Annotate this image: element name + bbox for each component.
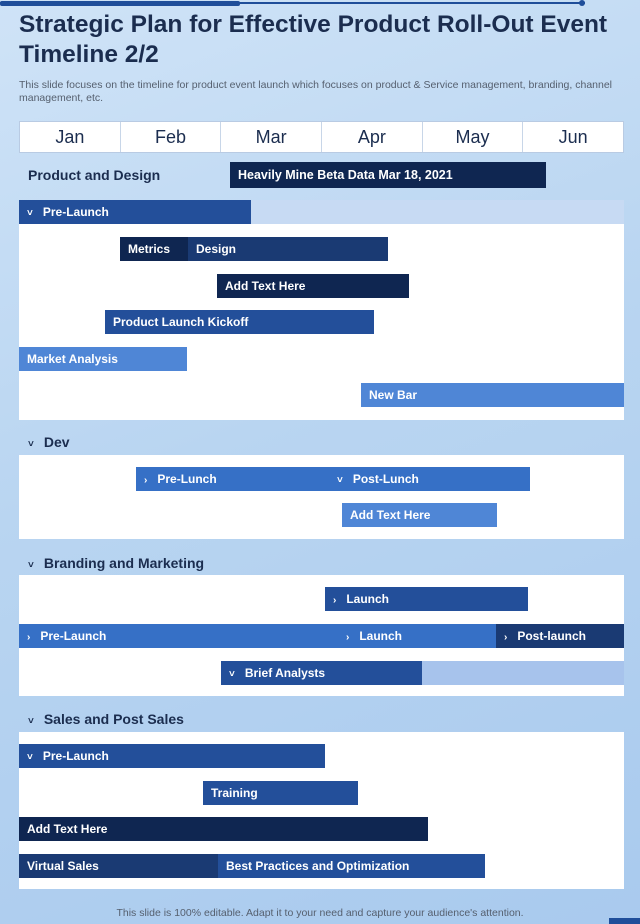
page-title: Strategic Plan for Effective Product Roll-Out Event Timeline 2/2 xyxy=(19,11,608,68)
chevron-down-icon: ˅ xyxy=(28,560,34,571)
chevron-down-icon: ˅ xyxy=(28,439,34,450)
month-apr: Apr xyxy=(322,122,423,152)
section-label: Sales and Post Sales xyxy=(43,711,184,727)
virtual-sales-bar[interactable]: Virtual Sales xyxy=(19,854,218,878)
branding-launch-bar[interactable] xyxy=(325,587,528,611)
bar-label: Post-Lunch xyxy=(352,472,419,486)
design-label: Design xyxy=(196,242,237,256)
chevron-right-icon: › xyxy=(144,475,148,486)
brief-extension-bar[interactable] xyxy=(421,661,624,685)
bar-label: Brief Analysts xyxy=(244,666,326,680)
brief-analysts-bar[interactable] xyxy=(221,661,422,685)
month-mar: Mar xyxy=(221,122,322,152)
section-title-product: Product and Design xyxy=(28,167,161,183)
sales-add-text-bar[interactable]: Add Text Here xyxy=(19,817,428,841)
section-title-branding xyxy=(28,555,204,571)
bar-label: Pre-Launch xyxy=(42,205,109,219)
training-bar[interactable]: Training xyxy=(203,781,358,805)
month-may: May xyxy=(423,122,524,152)
new-bar[interactable]: New Bar xyxy=(361,383,624,407)
postlaunch-bar[interactable] xyxy=(496,624,624,648)
section-title-dev xyxy=(28,434,70,450)
postlunch-label xyxy=(329,467,479,491)
chevron-down-icon: ˅ xyxy=(229,669,235,680)
month-header xyxy=(19,121,624,153)
metrics-bar[interactable]: Metrics xyxy=(120,237,188,261)
branding-launch2-label xyxy=(338,624,488,648)
bar-label: Launch xyxy=(346,592,390,606)
bar-label: Pre-Launch xyxy=(42,749,109,763)
month-jun: Jun xyxy=(558,127,588,147)
product-prelaunch-bar[interactable] xyxy=(19,200,251,224)
corner-accent xyxy=(609,918,640,924)
chevron-right-icon: › xyxy=(504,632,508,643)
bar-label: Launch xyxy=(359,629,403,643)
section-label: Dev xyxy=(43,434,70,450)
chevron-down-icon: ˅ xyxy=(27,752,33,763)
chevron-right-icon: › xyxy=(27,632,31,643)
section-title-sales xyxy=(28,711,184,727)
bar-label: Post-launch xyxy=(517,629,587,643)
chevron-right-icon: › xyxy=(333,595,337,606)
bar-label: Pre-Lunch xyxy=(157,472,217,486)
bar-label: Pre-Launch xyxy=(40,629,107,643)
sales-prelaunch-bar[interactable] xyxy=(19,744,325,768)
highlight-bar[interactable]: Heavily Mine Beta Data Mar 18, 2021 xyxy=(230,162,546,188)
top-accent-line xyxy=(0,2,585,4)
chevron-down-icon: ˅ xyxy=(27,208,33,219)
footer-note: This slide is 100% editable. Adapt it to your need and capture your audience's attention. xyxy=(116,907,524,919)
chevron-down-icon: ˅ xyxy=(28,716,34,727)
page-subtitle: This slide focuses on the timeline for product event launch which focuses on product & Service management, branding, channel management, etc. xyxy=(19,79,613,104)
section-label: Branding and Marketing xyxy=(43,555,205,571)
top-accent-dot xyxy=(579,0,585,6)
add-text-bar-1[interactable]: Add Text Here xyxy=(217,274,409,298)
kickoff-bar[interactable]: Product Launch Kickoff xyxy=(105,310,374,334)
month-jan: Jan xyxy=(20,122,121,152)
chevron-down-icon: ˅ xyxy=(337,475,343,486)
month-feb: Feb xyxy=(121,122,222,152)
best-practices-label: Best Practices and Optimization xyxy=(226,859,410,873)
market-analysis-bar[interactable]: Market Analysis xyxy=(19,347,187,371)
chevron-right-icon: › xyxy=(346,632,350,643)
dev-add-text-bar[interactable]: Add Text Here xyxy=(342,503,497,527)
